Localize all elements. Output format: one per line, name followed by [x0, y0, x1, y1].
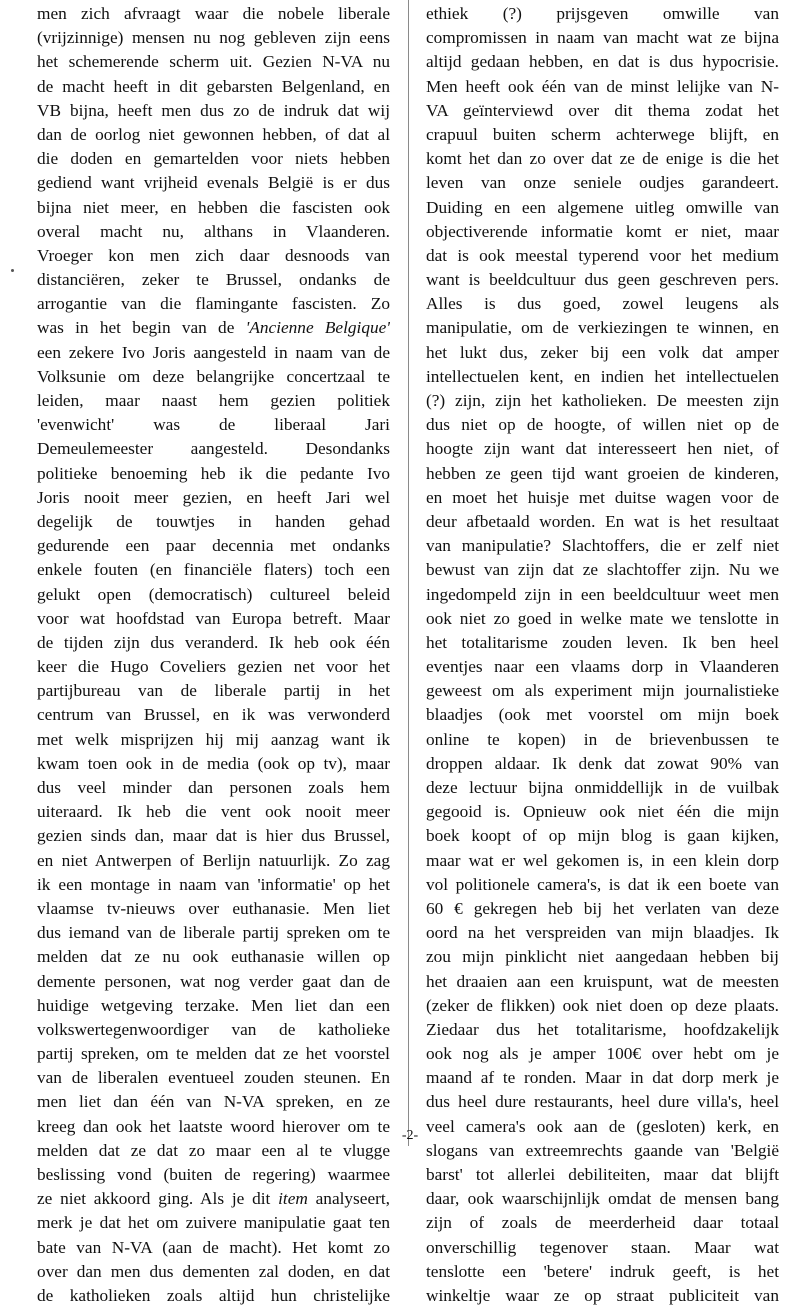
text-line: altijd gedaan hebben, en dat is dus hypocrisie. [426, 52, 779, 72]
text-line: dan de oorlog niet gewonnen hebben, of dat al [37, 124, 390, 144]
text-line: het schemerende scherm uit. Gezien N-VA nu [37, 52, 390, 72]
text-line: VB bijna, heeft men dus zo de indruk dat wij [37, 100, 390, 120]
text-line: online te kopen) in de brievenbussen te [426, 729, 779, 749]
text-line: blaadjes (ook met voorstel om mijn boek [426, 705, 779, 725]
text-line: winkeltje waar ze op straat publiciteit van [426, 1285, 779, 1305]
text-line: onverschillig tegenover staan. Maar wat [426, 1237, 779, 1257]
text-line: compromissen in naam van macht wat ze bijna [426, 28, 779, 48]
text-line: dus iemand van de liberale partij spreken om te [37, 923, 390, 943]
text-line: 'evenwicht' was de liberaal Jari [37, 415, 390, 435]
text-line: enkele fouten (en financiële flaters) toch een [37, 560, 390, 580]
text-line: kwam toen ook in de media (ook op tv), maar [37, 753, 390, 773]
text-line: gedurende een paar decennia met ondanks [37, 536, 390, 556]
text-line: leven van onze seniele oudjes garandeert. [426, 173, 779, 193]
text-line: van manipulatie? Slachtoffers, die er zelf niet [426, 536, 779, 556]
text-line: manipulatie, om de verkiezingen te winnen, en [426, 318, 779, 338]
text-line: demente personen, wat nog verder gaat dan de [37, 971, 390, 991]
text-line: de tijden zijn dus veranderd. Ik heb ook één [37, 632, 390, 652]
text-line: slogans van extreemrechts gaande van 'België [426, 1140, 779, 1160]
text-line: politieke benoeming heb ik die pedante Ivo [37, 463, 390, 483]
text-line: want is beeldcultuur dus geen geschreven pers. [426, 270, 779, 290]
text-line: over dan men dus dementen zal doden, en dat [37, 1261, 390, 1281]
text-line: die doden en gemartelden voor niets hebben [37, 149, 390, 169]
text-line: het totalitarisme zouden leven. Ik ben heel [426, 632, 779, 652]
text-line: ze niet akkoord ging. Als je dit item analyseert, [37, 1189, 390, 1209]
text-line: gelukt open (democratisch) cultureel beleid [37, 584, 390, 604]
left-column [37, 2, 390, 1308]
text-line: crapuul buiten scherm achterwege blijft, en [426, 124, 779, 144]
text-line: dus heel dure restaurants, heel dure villa's, heel [426, 1092, 779, 1112]
text-line: deur afbetaald worden. En wat is het resultaat [426, 511, 779, 531]
text-line: geweest om als experiment mijn journalistieke [426, 681, 779, 701]
text-line: Volksunie om deze belangrijke concertzaal te [37, 366, 390, 386]
text-line: beslissing vond (buiten de regering) waarmee [37, 1165, 390, 1184]
text-line: partijbureau van de liberale partij in het [37, 681, 390, 701]
text-line: Demeulemeester aangesteld. Desondanks [37, 439, 390, 459]
text-line: de katholieken zoals altijd hun christelijke [37, 1285, 390, 1305]
text-line: zou mijn pinklicht niet aangedaan hebben bij [426, 947, 779, 967]
text-line: intellectuelen kent, en indien het intellectuelen [426, 366, 779, 386]
text-line: ingedompeld zijn in een beeldcultuur weet men [426, 584, 779, 604]
text-line: Ziedaar dus het totalitarisme, hoofdzakelijk [426, 1019, 779, 1039]
text-line: (?) zijn, zijn het katholieken. De meesten zijn [426, 391, 779, 410]
text-line: Vroeger kon men zich daar desnoods van [37, 245, 390, 265]
text-line: een zekere Ivo Joris aangesteld in naam van de [37, 342, 390, 362]
text-line: (vrijzinnige) mensen nu nog gebleven zijn eens [37, 28, 390, 48]
text-line: was in het begin van de 'Ancienne Belgique' [37, 318, 390, 338]
text-line: met welk misprijzen hij mij aanzag want ik [37, 729, 390, 749]
text-line: men liet dan één van N-VA spreken, en ze [37, 1092, 390, 1112]
text-line: vlaamse tv-nieuws over euthanasie. Men liet [37, 898, 390, 918]
text-line: centrum van Brussel, en ik was verwonderd [37, 705, 390, 725]
column-divider [408, 0, 409, 1146]
text-line: hoogte zijn want dat interesseert hen niet, of [426, 439, 779, 459]
text-line: Joris nooit meer gezien, en heeft Jari wel [37, 487, 390, 507]
text-line: voor wat hoofdstad van Europa betreft. Maar [37, 608, 390, 628]
text-line: komt het dan zo over dat ze de enige is die het [426, 149, 779, 169]
text-line: leiden, maar naast hem gezien politiek [37, 391, 390, 410]
text-line: daar, ook waarschijnlijk omdat de mensen bang [426, 1189, 779, 1209]
text-line: ethiek (?) prijsgeven omwille van [426, 4, 779, 23]
text-line: en niet Antwerpen of Berlijn natuurlijk. Zo zag [37, 850, 390, 870]
text-line: ik een montage in naam van 'informatie' op het [37, 874, 390, 894]
text-line: dus niet op de hoogte, of willen niet op de [426, 415, 779, 435]
text-line: de macht heeft in dit gebarsten Belgenland, en [37, 76, 390, 96]
text-line: Duiding en een algemene uitleg omwille van [426, 197, 779, 217]
text-line: van de liberalen eventueel zouden steunen. En [37, 1068, 390, 1088]
text-line: vol politionele camera's, is dat ik een boete van [426, 874, 779, 894]
text-line: eventjes naar een vlaams dorp in Vlaanderen [426, 657, 779, 677]
text-line: huidige wetgeving terzake. Men liet dan een [37, 995, 390, 1015]
text-line: bewust van zijn dat ze slachtoffer zijn. Nu we [426, 560, 779, 580]
text-line: en moet het huisje met duitse wagen voor de [426, 487, 779, 507]
text-line: barst' tot allerlei debiliteiten, maar dat blijft [426, 1165, 779, 1184]
text-line: het draaien aan een kruispunt, wat de meesten [426, 971, 779, 991]
text-line: Alles is dus goed, zowel leugens als [426, 294, 779, 314]
text-line: het lukt dus, zeker bij een volk dat amper [426, 342, 779, 362]
text-line: gezien sinds dan, maar dat is hier dus Brussel, [37, 826, 390, 846]
text-line: bijna niet meer, en hebben die fascisten ook [37, 197, 390, 217]
right-column [426, 2, 779, 1308]
text-line: bate van N-VA (aan de macht). Het komt zo [37, 1237, 390, 1257]
text-line: boek koopt of op mijn blog is gaan kijken, [426, 826, 779, 846]
text-line: overal macht nu, althans in Vlaanderen. [37, 221, 390, 241]
text-line: oord na het verspreiden van mijn blaadjes. Ik [426, 923, 779, 943]
text-line: distanciëren, zeker te Brussel, ondanks de [37, 270, 390, 290]
text-line: keer die Hugo Coveliers gezien net voor het [37, 657, 390, 677]
text-line: maar wat er wel gekomen is, in een klein dorp [426, 850, 779, 870]
text-line: arrogantie van die flamingante fascisten. Zo [37, 294, 390, 314]
text-line: ook nog als je amper 100€ over hebt om je [426, 1044, 779, 1064]
text-line: VA geïnterviewd over dit thema zodat het [426, 100, 779, 120]
text-line: uiteraard. Ik heb die vent ook nooit meer [37, 802, 390, 822]
text-line: gediend want vrijheid evenals België is er dus [37, 173, 390, 193]
text-line: 60 € gekregen heb bij het verlaten van deze [426, 898, 779, 918]
text-line: partij spreken, om te melden dat ze het voorstel [37, 1044, 390, 1064]
scan-speck [11, 269, 14, 272]
text-line: kreeg dan ook het laatste woord hierover om te [37, 1116, 390, 1136]
text-line: (zeker de flikken) ook niet doen op deze plaats. [426, 995, 779, 1015]
text-line: deze lectuur bijna onmiddellijk in de vuilbak [426, 778, 779, 797]
text-line: objectiverende informatie komt er niet, maar [426, 221, 779, 241]
text-line: veel camera's ook aan de (gesloten) kerk, en [426, 1116, 779, 1136]
text-line: dus veel minder dan personen zoals hem [37, 778, 390, 797]
text-line: ook niet zo goed in welke mate we tenslotte in [426, 608, 779, 628]
text-line: men zich afvraagt waar die nobele liberale [37, 4, 390, 23]
text-line: droppen aldaar. Ik denk dat zowat 90% van [426, 753, 779, 773]
text-line: zijn of zoals de meerderheid daar totaal [426, 1213, 779, 1233]
text-line: degelijk de touwtjes in handen gehad [37, 511, 390, 531]
text-line: hebben ze geen tijd want groeien de kinderen, [426, 463, 779, 483]
text-line: Men heeft ook één van de minst lelijke van N- [426, 76, 779, 96]
text-line: tenslotte een 'betere' indruk geeft, is het [426, 1261, 779, 1281]
text-line: merk je dat het om zuivere manipulatie gaat ten [37, 1213, 390, 1233]
text-line: volkswertegenwoordiger van de katholieke [37, 1019, 390, 1039]
text-line: melden dat ze nu ook euthanasie willen op [37, 947, 390, 967]
text-line: dat is ook meestal typerend voor het medium [426, 245, 779, 265]
text-line: gegooid is. Opnieuw ook niet één die mijn [426, 802, 779, 822]
text-line: maand af te ronden. Maar in dat dorp merk je [426, 1068, 779, 1088]
text-line: melden dat ze dat zo maar een al te vlugge [37, 1140, 390, 1160]
page-number: -2- [401, 1128, 419, 1143]
